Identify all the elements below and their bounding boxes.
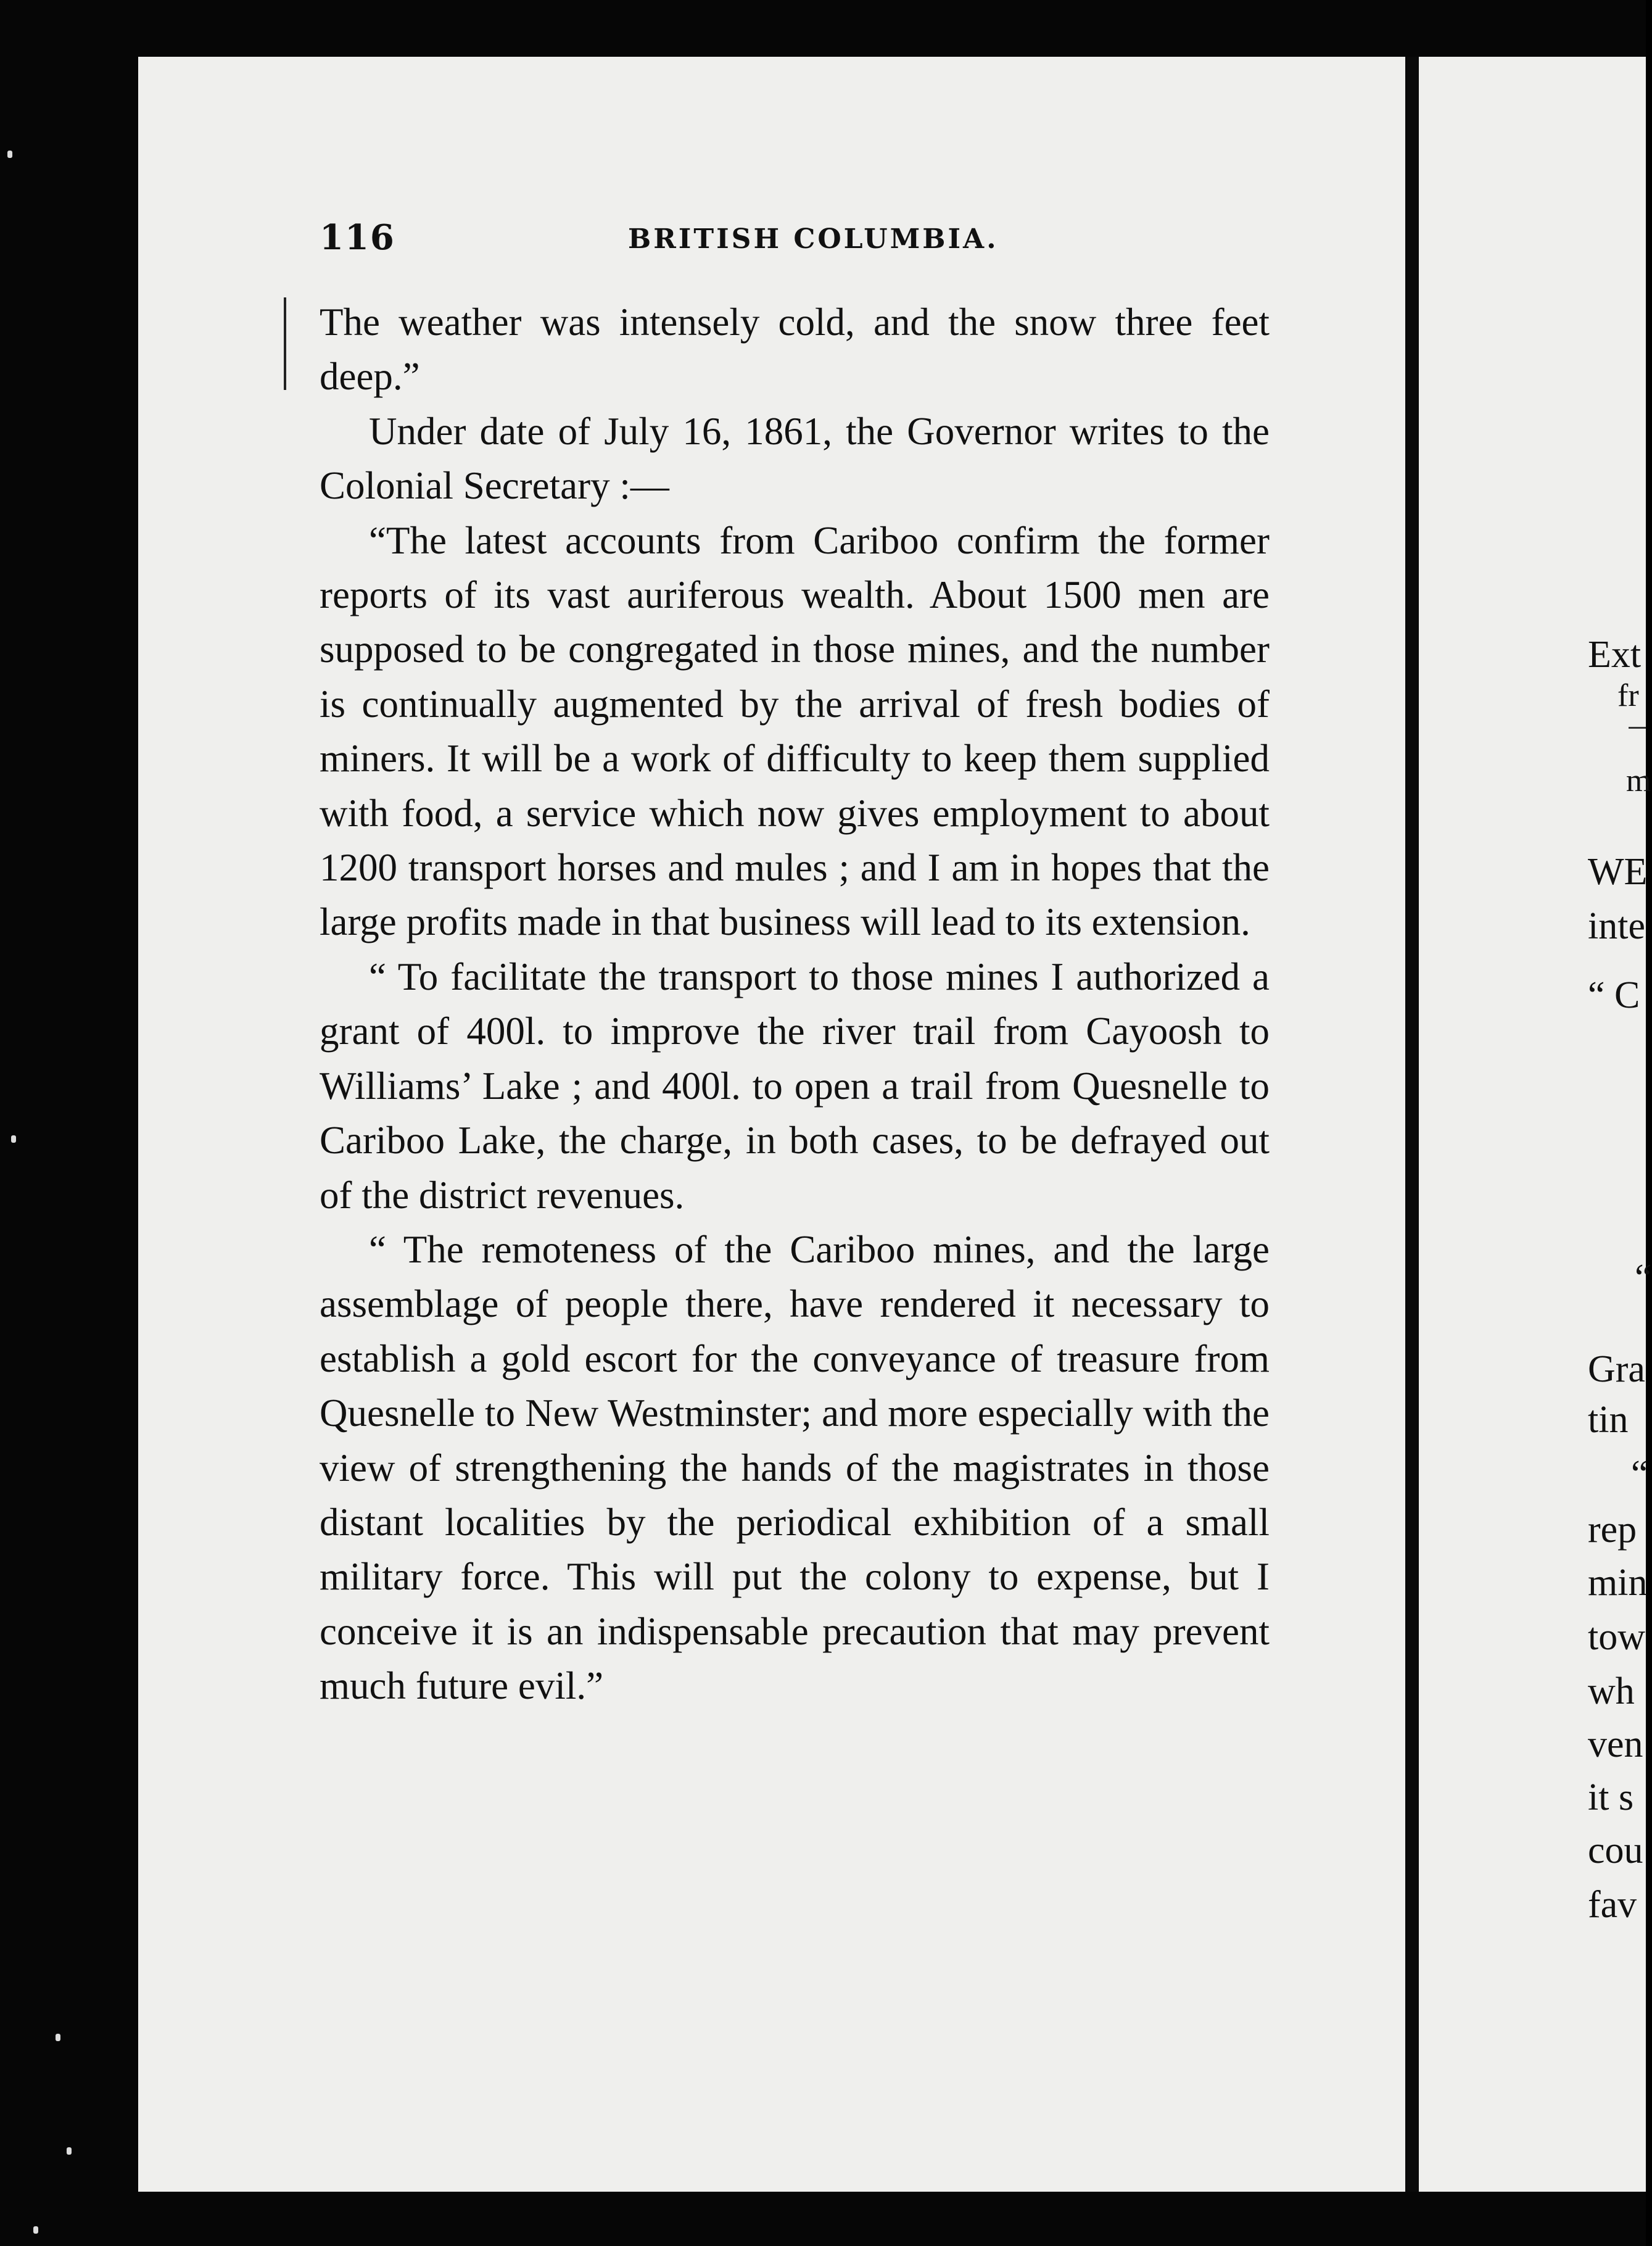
facing-page-line: rep — [1588, 1509, 1637, 1551]
facing-page-line: fav — [1588, 1884, 1637, 1926]
facing-page-line: ven — [1588, 1723, 1643, 1765]
facing-page-line: min — [1588, 1562, 1648, 1604]
margin-rule — [284, 297, 286, 390]
edge-speck — [33, 2226, 38, 2234]
edge-speck — [67, 2147, 72, 2155]
facing-page-rule — [1629, 727, 1646, 729]
facing-page-line: Gra — [1588, 1348, 1645, 1390]
facing-page-line: “ — [1635, 1257, 1652, 1299]
page-gutter — [1405, 57, 1419, 2192]
running-head — [320, 217, 1270, 260]
paragraph: Under date of July 16, 1861, the Governor writes to the Colonial Secretary :— — [320, 409, 1270, 508]
facing-page-line: wh — [1588, 1670, 1635, 1712]
paragraph-quotation: “The latest accounts from Cariboo confirm the former reports of its vast auriferous wealth. About 1500 men are supposed to be congregated in those mines, and the number is continually augmented by the arrival of fresh bodies of miners. It will be a work of difficulty to keep them supplied with food, a service which now gives employment to about 1200 transport horses and mules ; and I am in hopes that the large profits made in that business will lead to its extension. — [320, 518, 1270, 944]
page-title: BRITISH COLUMBIA. — [628, 223, 999, 255]
facing-page-line: WE — [1588, 851, 1648, 893]
facing-page-line: it s — [1588, 1776, 1634, 1818]
paragraph-continuation: The weather was intensely cold, and the snow three feet deep.” — [320, 300, 1270, 399]
facing-page-line: “ C — [1588, 974, 1640, 1016]
facing-page-line: fr — [1617, 678, 1639, 713]
body-text — [320, 295, 1270, 1714]
paragraph-quotation: “ The remoteness of the Cariboo mines, and the large assemblage of people there, have rendered it necessary to establish a gold escort for the conveyance of treasure from Quesnelle to New Westminster; and more especially with the view of strengthening the hands of the magistrates in those distant localities by the periodical exhibition of a small military force. This will put the colony to expense, but I conceive it is an indispensable precaution that may prevent much future evil.” — [320, 1227, 1270, 1708]
facing-page-line: inte — [1588, 905, 1645, 947]
facing-page-line: tin — [1588, 1399, 1629, 1441]
paragraph-quotation: “ To facilitate the transport to those mines I authorized a grant of 400l. to improve the river trail from Cayoosh to Williams’ Lake ; and 400l. to open a trail from Quesnelle to Cariboo Lake, the charge, in both cases, to be defrayed out of the district revenues. — [320, 955, 1270, 1217]
edge-speck — [11, 1135, 16, 1143]
facing-page-line: Ext — [1588, 634, 1642, 676]
edge-speck — [7, 151, 12, 158]
facing-page-line: m — [1626, 763, 1651, 798]
scan-edge-marks — [0, 0, 138, 2246]
facing-page-line: cou — [1588, 1830, 1643, 1871]
facing-page-line: tow — [1588, 1616, 1645, 1658]
edge-speck — [56, 2034, 60, 2041]
page-number: 116 — [320, 217, 395, 258]
facing-page-line: “ — [1631, 1453, 1648, 1495]
